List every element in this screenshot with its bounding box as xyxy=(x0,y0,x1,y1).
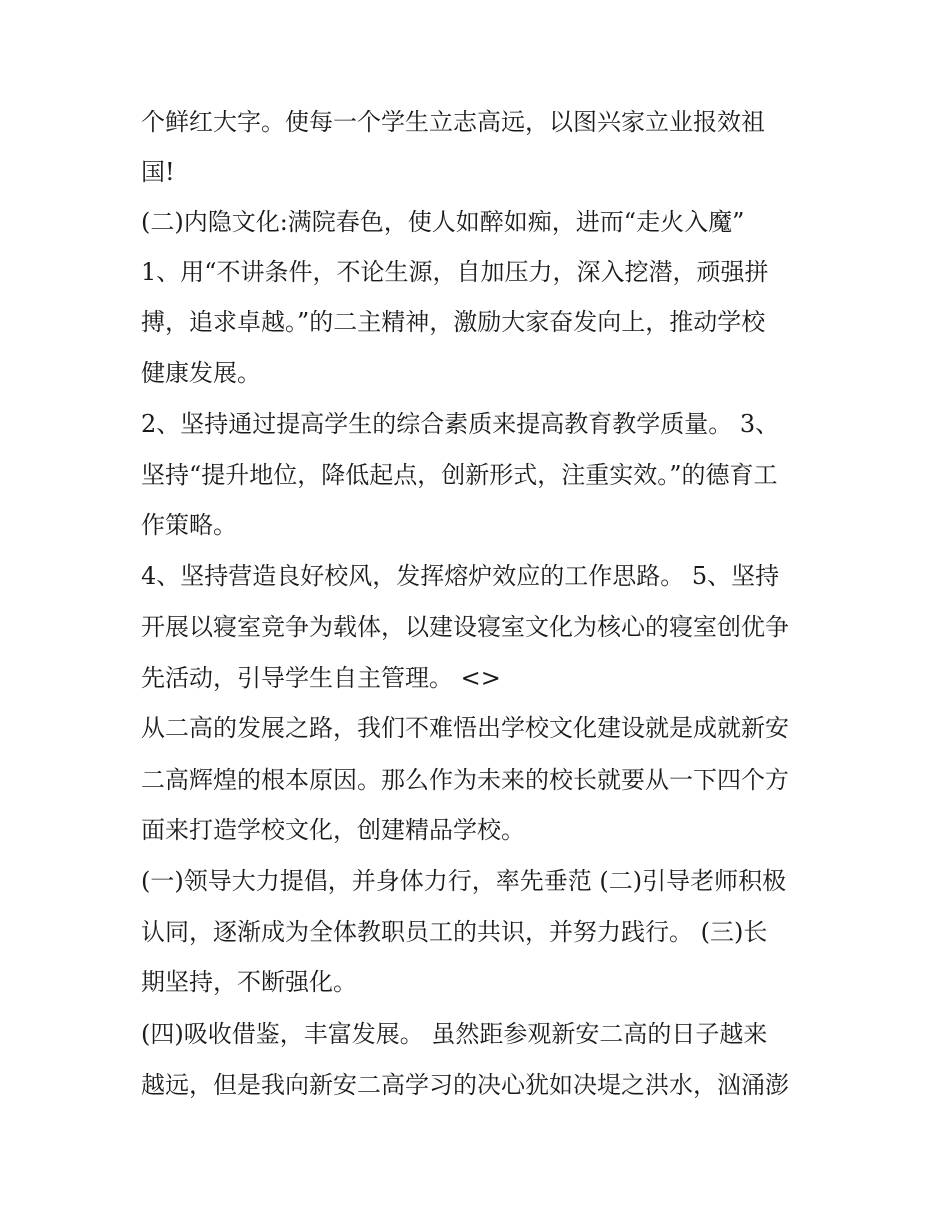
text-line: 期坚持，不断强化。 xyxy=(141,968,357,996)
text-line: 个鲜红大字。使每一个学生立志高远，以图兴家立业报效祖 xyxy=(141,108,765,136)
text-line: 开展以寝室竞争为载体，以建设寝室文化为核心的寝室创优争 xyxy=(141,613,789,641)
text-line: 从二高的发展之路，我们不难悟出学校文化建设就是成就新安 xyxy=(141,714,789,742)
text-line: 越远，但是我向新安二高学习的决心犹如决堤之洪水，汹涌澎 xyxy=(141,1071,789,1099)
text-line: 健康发展。 xyxy=(141,359,261,387)
text-line: 坚持“提升地位，降低起点，创新形式，注重实效。”的德育工 xyxy=(141,461,778,489)
text-line: 搏，追求卓越。”的二主精神，激励大家奋发向上，推动学校 xyxy=(141,308,766,336)
text-line: (四)吸收借鉴，丰富发展。 虽然距参观新安二高的日子越来 xyxy=(141,1020,768,1048)
text-line: 面来打造学校文化，创建精品学校。 xyxy=(141,816,525,844)
text-line: 先活动，引导学生自主管理。 <> xyxy=(141,664,501,692)
text-line: (一)领导大力提倡，并身体力行，率先垂范 (二)引导老师积极 xyxy=(141,867,787,895)
text-line: 国! xyxy=(141,158,175,186)
text-line: 认同，逐渐成为全体教职员工的共识，并努力践行。 (三)长 xyxy=(141,918,768,946)
text-line: 二高辉煌的根本原因。那么作为未来的校长就要从一下四个方 xyxy=(141,766,789,794)
text-line: 作策略。 xyxy=(141,511,237,539)
text-line: 1、用“不讲条件，不论生源，自加压力，深入挖潜，顽强拼 xyxy=(141,258,769,286)
text-line: 2、坚持通过提高学生的综合素质来提高教育教学质量。 3、 xyxy=(141,410,780,438)
text-line: (二)内隐文化:满院春色，使人如醉如痴，进而“走火入魔” xyxy=(141,208,745,236)
text-line: 4、坚持营造良好校风，发挥熔炉效应的工作思路。 5、坚持 xyxy=(141,562,780,590)
